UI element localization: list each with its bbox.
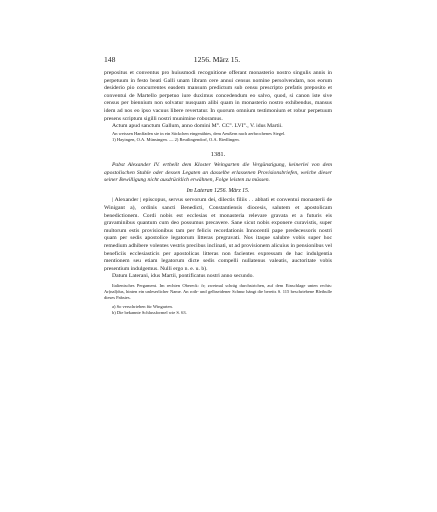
previous-document-footnote: 1) Hayingen, O.A. Münsingen. — 2) Reutlingendorf, O.A. Riedlingen. xyxy=(112,136,240,142)
document-summary: Pabst Alexander IV. ertheilt dem Kloster Weingarten die Vergünstigung, keinerlei von dem apostolischen Stuhle oder dessen Legaten an dasselbe erlassenen Provisionsbriefen, welche dieser seiner Bewilligung nicht ausdrücklich erwähnen, Folge leisten zu müssen. xyxy=(104,162,332,183)
previous-document-closing: Actum apud sanctum Gallum, anno domini M°. CC°. LVI°., V. idus Martii. xyxy=(112,123,283,130)
page-number: 148 xyxy=(104,55,116,64)
document-footnote: a) So verschrieben für Wingarten. xyxy=(112,303,173,309)
document-text: | Alexander | episcopus, servus servorum dei, dilectis filiis . . abbati et conventui monasterii de Winigant a), ordinis sancti Benedicti, Constantiensis diocesis, salutem et apostolicam benedictionem. Cordi nobis est ecclesias et monasteria relevare gravata et a futuris eis gravaminibus quantum cum deo possumus precavere. Sane sicut nobis exponere curavistis, super multorum estis provisionibus tam per felicis recordationis Innocentii pape predecessoris nostri quam per sedis apostolice legatorum litteras pregravati. Nos itaque salubre vobis super hoc remedium adhibere volentes vestris precibus inclinati, ut ad provisionem alicuius in pensionibus vel beneficiis ecclesiasticis per apostolicas litteras non facientes expressam de hac indulgentia mentionem seu etiam legatorum dicte sedis compelli nullatenus valeatis, auctoritate vobis presentium indulgemus. Nulli ergo n. e. u. b). xyxy=(104,197,332,272)
document-seal-note: Italienisches Pergament. Im rechten Obereck: fr; zweimal schräg durchstrichen, auf dem Einschlage unten rechts: Ar(nal)dus, hinten ein unleserlicher Name. An roth- und gelbseidener Schnur hängt die bereits S. 115 beschriebene Bleibulle dieses Pabstes. xyxy=(104,282,332,301)
document-dateline: Im Lateran 1256. März 15. xyxy=(186,188,250,195)
document-closing: Datum Laterani, idus Martii, pontificatus nostri anno secundo. xyxy=(112,273,254,280)
document-footnote: b) Die bekannte Schlussformel wie S. 63. xyxy=(112,309,187,315)
running-header xyxy=(104,55,330,65)
page-body xyxy=(104,70,332,316)
document-number: 1381. xyxy=(210,151,226,159)
previous-document-text: prepositus et conventus pro huiusmodi recognitione offerant monasterio nostro singulis annis in perpetuum in festo beati Galli unam libram cere annui census nomine persolvendam, nos eorum desiderio pio concurrentes easdem mansum predictum sub censu prescripto prefatis preposito et conventui de Martello perpetuo iure duximus concedendum eo salvo, quod, si canon iste sive census per biennium non solvatur nusquam alibi quam in monasterio nostro exhibendus, mansus idem ad nos eo ipso vacuus libere revertatur. In quorum omnium testimonium et robur perpetuum presens scriptum sigilli nostri munimine roboramus. xyxy=(104,70,332,122)
running-title: 1256. März 15. xyxy=(193,55,241,64)
previous-document-seal-note: An weissen Hanffaden sie in ein Säckchen eingenähtes, dem Aeußern nach aerbrochenes Siegel. xyxy=(112,130,286,136)
